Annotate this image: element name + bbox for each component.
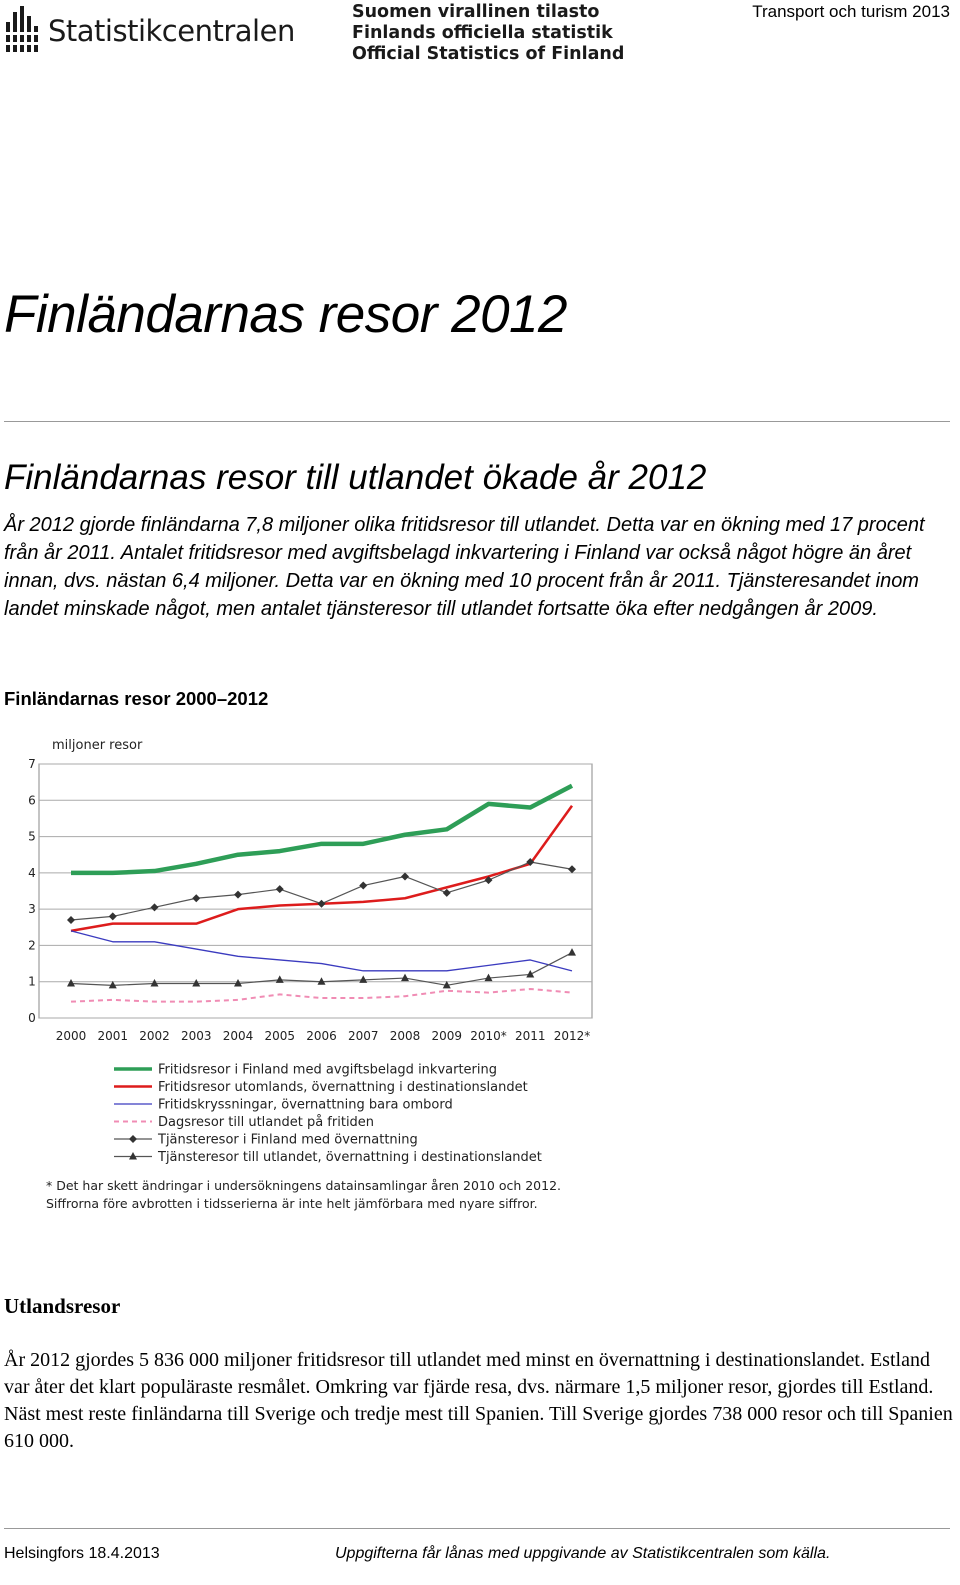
y-tick-label: 1 [28,974,36,989]
legend-entry [114,1080,528,1095]
x-tick-label: 2009 [431,1029,463,1043]
logo-mark-icon [4,4,44,54]
official-statistics-label [352,2,624,65]
x-tick-label: 2008 [389,1029,421,1043]
legend-label: Dagsresor till utlandet på fritiden [158,1115,375,1130]
legend-entry [114,1063,497,1078]
footer-divider [4,1528,950,1529]
data-point-marker [129,1135,137,1143]
osf-line-fi: Suomen virallinen tilasto [352,2,600,22]
footer-source-note: Uppgifterna får lånas med uppgivande av Statistikcentralen som källa. [335,1545,831,1562]
chart-title: Finländarnas resor 2000–2012 [4,688,269,709]
body-paragraph: År 2012 gjordes 5 836 000 miljoner fritidsresor till utlandet med minst en övernattning i destinationslandet. Estland var åter det klart populäraste resmålet. Omkring var fjärde resa, dvs. närmare 1,5 miljoner resor, gjordes till Estland. Näst mest reste finländarna till Sverige och tredje mest till Spanien. Till Sverige gjordes 738 000 resor och till Spanien 610 000. [4,1349,953,1452]
x-tick-label: 2007 [347,1029,379,1043]
section-subtitle: Finländarnas resor till utlandet ökade år 2012 [4,458,707,497]
y-tick-label: 5 [28,829,36,844]
legend-label: Fritidsresor utomlands, övernattning i destinationslandet [158,1080,528,1095]
y-tick-label: 0 [28,1011,36,1025]
x-tick-label: 2005 [264,1029,296,1043]
plot-frame [39,764,592,1018]
osf-line-en: Official Statistics of Finland [352,44,625,64]
page-title: Finländarnas resor 2012 [4,285,568,344]
osf-line-sv: Finlands officiella statistik [352,23,613,43]
section-heading: Utlandsresor [4,1294,121,1318]
chart-footnote: Siffrorna före avbrotten i tidsserierna är inte helt jämförbara med nyare siffror. [46,1196,538,1211]
x-tick-label: 2001 [97,1029,129,1043]
x-tick-label: 2006 [306,1029,337,1043]
line-chart [24,730,624,1220]
statistikcentralen-logo [4,4,294,54]
x-tick-label: 2000 [55,1029,87,1043]
legend-label: Fritidsresor i Finland med avgiftsbelagd inkvartering [158,1062,497,1078]
legend-entry [114,1115,374,1130]
y-tick-label: 7 [28,757,36,771]
y-tick-label: 6 [28,793,36,808]
legend-entry [114,1150,542,1165]
title-divider [4,421,950,422]
x-tick-label: 2010* [470,1029,507,1043]
footer-date: Helsingfors 18.4.2013 [4,1545,160,1562]
y-tick-label: 4 [28,865,36,880]
legend-entry [114,1098,453,1113]
publication-category: Transport och turism 2013 [752,2,950,21]
chart-footnote: * Det har skett ändringar i undersökningens datainsamlingar åren 2010 och 2012. [46,1178,562,1193]
legend-entry [114,1133,418,1148]
x-tick-label: 2003 [180,1029,212,1043]
y-tick-label: 2 [28,938,36,953]
x-tick-label: 2011 [514,1029,546,1043]
x-tick-label: 2002 [139,1029,170,1043]
x-tick-label: 2012* [553,1029,591,1043]
logo-text: Statistikcentralen [48,14,295,48]
legend-label: Tjänsteresor i Finland med övernattning [158,1132,418,1148]
legend-label: Fritidskryssningar, övernattning bara ombord [158,1097,453,1113]
lead-paragraph: År 2012 gjorde finländarna 7,8 miljoner olika fritidsresor till utlandet. Detta var en ökning med 17 procent från år 2011. Antalet fritidsresor med avgiftsbelagd inkvartering i Finland var också något högre än året innan, dvs. nästan 6,4 miljoner. Detta var en ökning med 10 procent från år 2011. Tjänsteresandet inom landet minskade något, men antalet tjänsteresor till utlandet fortsatte öka efter nedgången år 2009. [4,514,925,620]
x-tick-label: 2004 [222,1029,254,1043]
y-axis-label: miljoner resor [52,738,143,753]
y-tick-label: 3 [28,902,36,917]
legend-label: Tjänsteresor till utlandet, övernattning i destinationslandet [158,1150,542,1165]
data-point-marker [129,1152,137,1160]
